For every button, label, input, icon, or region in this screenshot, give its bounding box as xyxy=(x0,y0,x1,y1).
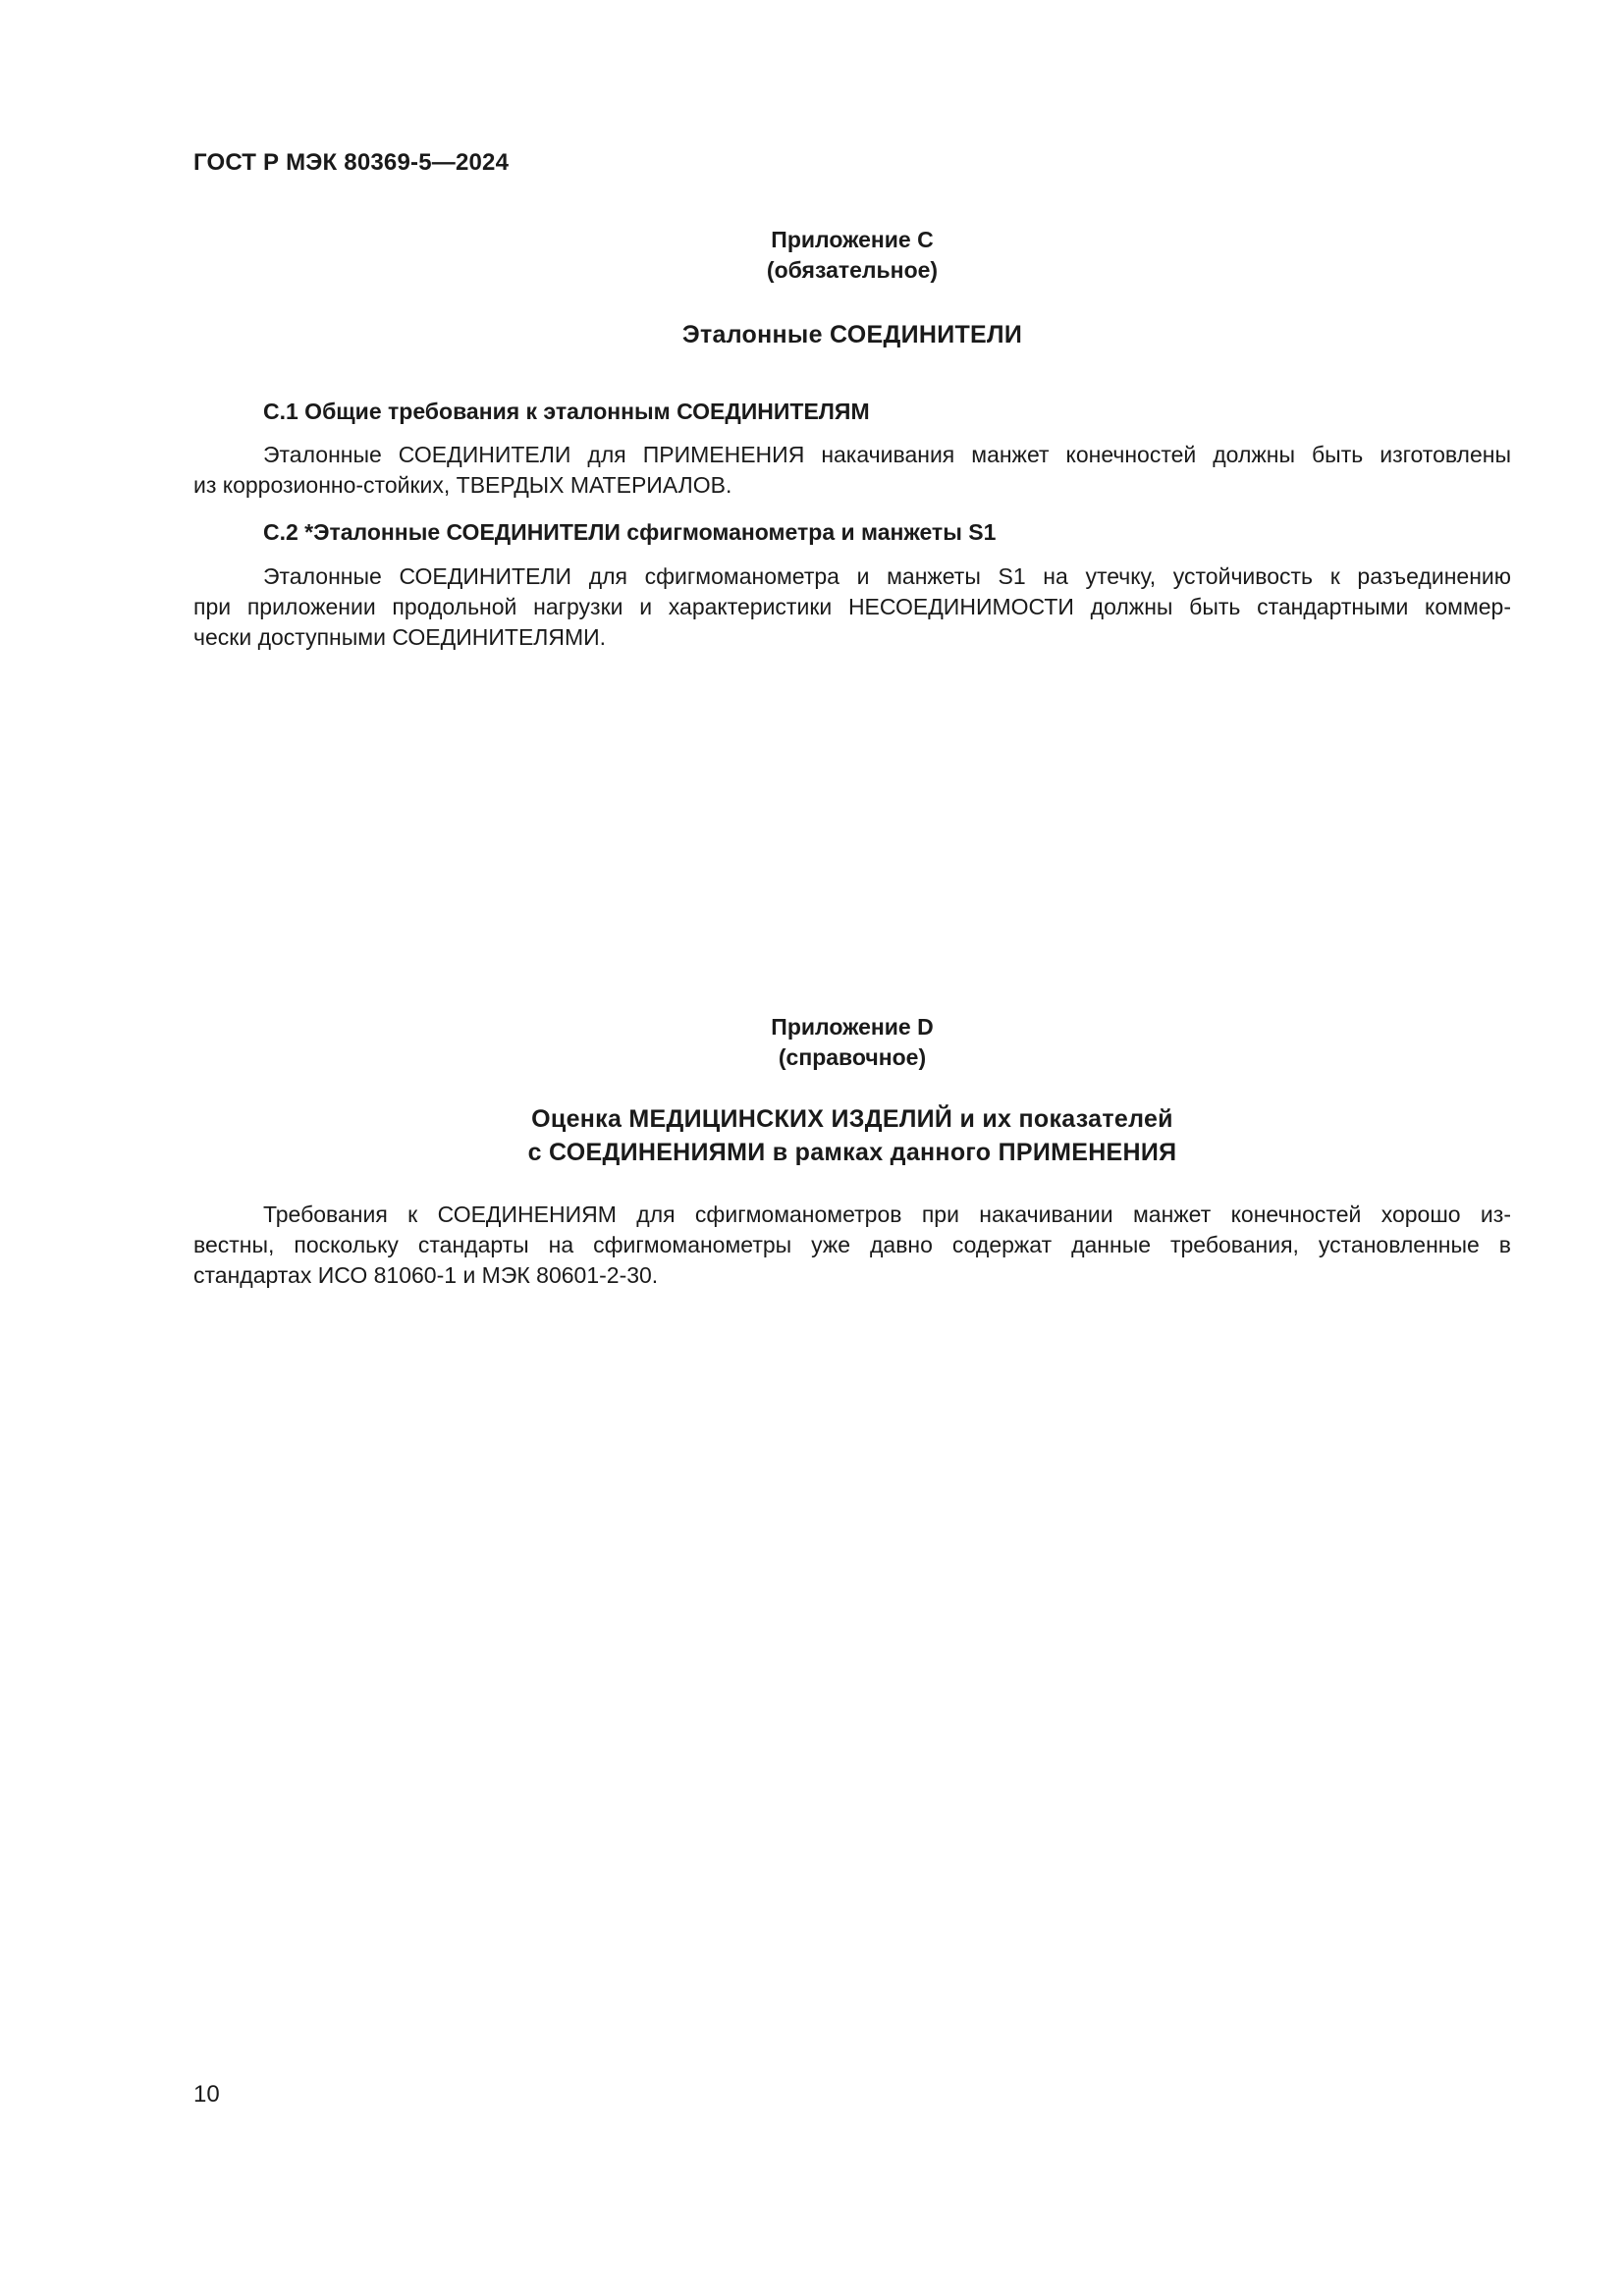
section-c1-heading: C.1 Общие требования к эталонным СОЕДИНИТЕЛЯМ xyxy=(263,399,870,424)
paragraph-line: при приложении продольной нагрузки и характеристики НЕСОЕДИНИМОСТИ должны быть стандартными коммер- xyxy=(193,594,1511,619)
annex-d-status: (справочное) xyxy=(778,1044,927,1070)
annex-d-paragraph xyxy=(193,1200,1511,1291)
annex-c-status: (обязательное) xyxy=(766,257,939,283)
paragraph-line: чески доступными СОЕДИНИТЕЛЯМИ. xyxy=(193,624,607,650)
annex-d-title xyxy=(193,1102,1511,1169)
paragraph-line: Требования к СОЕДИНЕНИЯМ для сфигмоманометров при накачивании манжет конечностей хорошо из- xyxy=(263,1201,1511,1227)
paragraph-line: Эталонные СОЕДИНИТЕЛИ для сфигмоманометра и манжеты S1 на утечку, устойчивость к разъединению xyxy=(263,563,1511,589)
annex-c-label: Приложение C xyxy=(771,227,934,252)
annex-d-label: Приложение D xyxy=(771,1014,934,1040)
annex-d-title-line-1: Оценка МЕДИЦИНСКИХ ИЗДЕЛИЙ и их показателей xyxy=(531,1105,1173,1133)
annex-d-title-line-2: с СОЕДИНЕНИЯМИ в рамках данного ПРИМЕНЕНИЯ xyxy=(527,1139,1177,1166)
section-c1-paragraph xyxy=(193,440,1511,501)
section-c2-heading: C.2 *Эталонные СОЕДИНИТЕЛИ сфигмоманометра и манжеты S1 xyxy=(263,519,997,545)
paragraph-line: Эталонные СОЕДИНИТЕЛИ для ПРИМЕНЕНИЯ накачивания манжет конечностей должны быть изготовлены xyxy=(263,442,1511,467)
document-header: ГОСТ Р МЭК 80369-5—2024 xyxy=(193,149,510,176)
paragraph-line: из коррозионно-стойких, ТВЕРДЫХ МАТЕРИАЛОВ. xyxy=(193,472,732,498)
annex-d-heading xyxy=(193,1012,1511,1073)
page-number: 10 xyxy=(193,2081,220,2108)
paragraph-line: стандартах ИСО 81060-1 и МЭК 80601-2-30. xyxy=(193,1262,659,1288)
paragraph-line: вестны, поскольку стандарты на сфигмоманометры уже давно содержат данные требования, установленные в xyxy=(193,1232,1511,1257)
annex-c-title: Эталонные СОЕДИНИТЕЛИ xyxy=(681,321,1023,348)
section-c2-paragraph xyxy=(193,561,1511,653)
annex-c-heading xyxy=(193,225,1511,286)
